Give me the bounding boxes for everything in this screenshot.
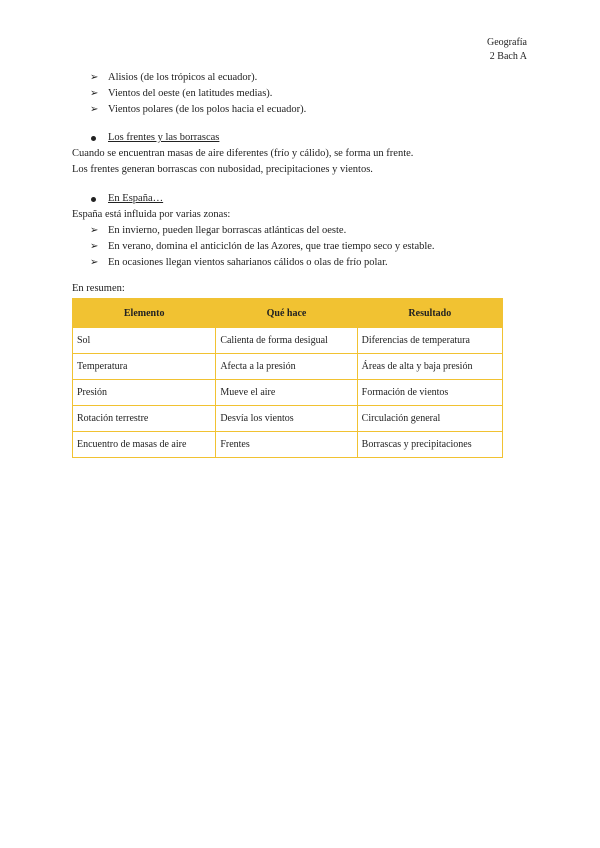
table-cell: Temperatura (73, 354, 216, 380)
table-cell: Circulación general (357, 406, 502, 432)
table-cell: Sol (73, 328, 216, 354)
spain-list (72, 223, 532, 271)
table-cell: Afecta a la presión (216, 354, 357, 380)
table-cell: Encuentro de masas de aire (73, 432, 216, 458)
table-cell: Áreas de alta y baja presión (357, 354, 502, 380)
arrow-bullet-icon: ➢ (90, 225, 99, 236)
paragraph: España está influida por varias zonas: (72, 209, 231, 220)
list-item: ➢ Vientos polares (de los polos hacia el ecuador). (72, 102, 532, 118)
table-cell: Diferencias de temperatura (357, 328, 502, 354)
list-item: ➢ En ocasiones llegan vientos saharianos cálidos o olas de frío polar. (72, 255, 532, 271)
arrow-bullet-icon: ➢ (90, 257, 99, 268)
list-item: ➢ Vientos del oeste (en latitudes medias). (72, 86, 532, 102)
column-header: Resultado (357, 299, 502, 328)
header-class: 2 Bach A (489, 51, 527, 62)
table-cell: Presión (73, 380, 216, 406)
arrow-bullet-icon: ➢ (90, 104, 99, 115)
bullet-dot-icon (91, 197, 96, 202)
table-cell: Frentes (216, 432, 357, 458)
section-heading-espana: En España… (72, 191, 532, 207)
table-cell: Rotación terrestre (73, 406, 216, 432)
summary-table (72, 298, 503, 458)
table-row (73, 354, 503, 380)
section-heading-frentes: Los frentes y las borrascas (72, 130, 532, 146)
summary-label: En resumen: (72, 283, 125, 294)
list-item: ➢ En invierno, pueden llegar borrascas atlánticas del oeste. (72, 223, 532, 239)
table-row (73, 380, 503, 406)
paragraph: Cuando se encuentran masas de aire diferentes (frío y cálido), se forma un frente. (72, 148, 414, 159)
column-header: Elemento (73, 299, 216, 328)
arrow-bullet-icon: ➢ (90, 88, 99, 99)
table-cell: Formación de vientos (357, 380, 502, 406)
table-row (73, 328, 503, 354)
column-header: Qué hace (216, 299, 357, 328)
header-subject: Geografía (487, 37, 527, 48)
document-body (72, 70, 532, 458)
winds-list (72, 70, 532, 118)
table-cell: Calienta de forma desigual (216, 328, 357, 354)
list-item: ➢ En verano, domina el anticiclón de las Azores, que trae tiempo seco y estable. (72, 239, 532, 255)
paragraph: Los frentes generan borrascas con nubosidad, precipitaciones y vientos. (72, 164, 373, 175)
list-item: ➢ Alisios (de los trópicos al ecuador). (72, 70, 532, 86)
bullet-dot-icon (91, 136, 96, 141)
table-cell: Desvía los vientos (216, 406, 357, 432)
table-cell: Mueve el aire (216, 380, 357, 406)
arrow-bullet-icon: ➢ (90, 72, 99, 83)
table-row (73, 432, 503, 458)
table-header-row (73, 299, 503, 328)
page-header (487, 36, 527, 64)
table-cell: Borrascas y precipitaciones (357, 432, 502, 458)
arrow-bullet-icon: ➢ (90, 241, 99, 252)
table-row (73, 406, 503, 432)
